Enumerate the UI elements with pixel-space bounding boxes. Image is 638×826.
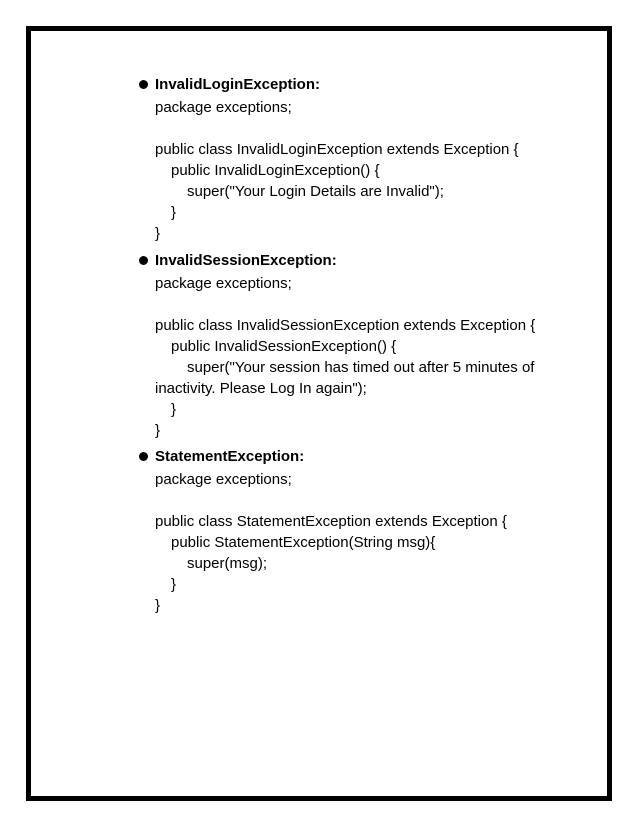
code-line: } (171, 401, 177, 418)
code-line: } (155, 597, 161, 614)
code-line: public StatementException(String msg){ (171, 534, 436, 551)
section-heading: StatementException: (155, 448, 305, 465)
code-line: super("Your Login Details are Invalid"); (187, 183, 444, 200)
code-line: } (155, 422, 161, 439)
bullet-item (139, 75, 559, 97)
bullet-icon (139, 256, 148, 265)
code-line: public class InvalidLoginException extends Exception { (155, 141, 519, 158)
code-line: public InvalidLoginException() { (171, 162, 380, 179)
bullet-item (139, 251, 559, 273)
bullet-item (139, 447, 559, 469)
section-heading: InvalidSessionException: (155, 252, 337, 269)
section-statement-exception (139, 447, 559, 616)
code-line: package exceptions; (155, 471, 292, 488)
code-line: package exceptions; (155, 275, 292, 292)
code-line: public class StatementException extends Exception { (155, 513, 507, 530)
section-invalid-session-exception (139, 251, 559, 441)
code-line: } (171, 576, 177, 593)
code-line: super(msg); (187, 555, 268, 572)
blank-line (139, 118, 559, 139)
code-line: super("Your session has timed out after 5 minutes of (187, 359, 535, 376)
code-line: public InvalidSessionException() { (171, 338, 397, 355)
section-heading: InvalidLoginException: (155, 76, 321, 93)
code-line: public class InvalidSessionException extends Exception { (155, 317, 536, 334)
code-line: inactivity. Please Log In again"); (155, 380, 367, 397)
code-line: } (155, 225, 161, 242)
code-line: } (171, 204, 177, 221)
bullet-icon (139, 452, 148, 461)
section-invalid-login-exception (139, 75, 559, 244)
code-line: package exceptions; (155, 99, 292, 116)
page-frame (26, 26, 612, 801)
bullet-icon (139, 80, 148, 89)
blank-line (139, 294, 559, 315)
blank-line (139, 490, 559, 511)
